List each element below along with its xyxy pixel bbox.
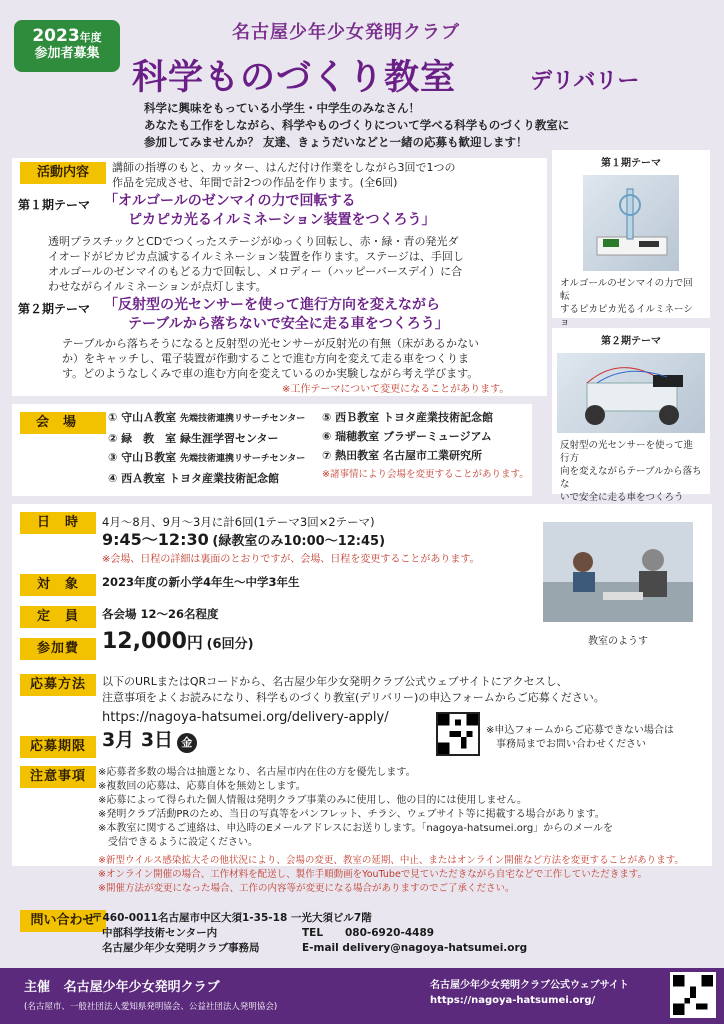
contact-org: 中部科学技術センター内 名古屋少年少女発明クラブ事務局 — [102, 927, 260, 954]
contact-details: TEL 080-6920-4489 E-mail delivery@nagoya-hatsumei.org — [302, 927, 528, 954]
host-line: 主催 名古屋少年少女発明クラブ — [24, 980, 220, 995]
theme1-title: 「オルゴールのゼンマイの力で回転する ピカピカ光るイルミネーション装置をつくろう」 — [104, 193, 436, 228]
page-subtitle: デリバリー — [530, 69, 640, 94]
theme1-desc: 透明プラスチックとCDでつくったステージがゆっくり回転し、赤・緑・青の発光ダ イオードがピカピカ点滅するイルミネーション装置を作ります。ステージは、手回し オルゴールのゼンマイのもどる力で回転し、メロディー（ハッピーバースデイ）に合 わせながらイルミネーションが点灯します。 — [48, 235, 464, 293]
apply-label: 応募方法 — [20, 674, 96, 696]
class-photo — [543, 522, 693, 622]
apply-qr-code[interactable] — [436, 712, 480, 756]
site-url[interactable]: https://nagoya-hatsumei.org/ — [430, 995, 596, 1006]
venue-list-left: ① 守山Ａ教室 先端技術連携リサーチセンター ② 緑 教 室 緑生涯学習センター ③ 守山Ｂ教室 先端技術連携リサーチセンター ④ 西Ａ教室 トヨタ産業技術記念館 — [108, 411, 306, 485]
capacity-label: 定 員 — [20, 606, 96, 628]
deadline-day-badge: 金 — [177, 733, 197, 753]
info-panel — [12, 504, 712, 894]
deadline-text: 3月 3日 金 — [102, 732, 197, 753]
apply-alt-note: ※申込フォームからご応募できない場合は 事務局までお問い合わせください — [486, 725, 674, 750]
theme2-photo-card: 第２期テーマ 反射型の光センサーを使って進行方 向を変えながらテーブルから落ちな いで安全に走る車をつくろう — [552, 328, 710, 494]
notes-list: ※応募者多数の場合は抽選となり、名古屋市内在住の方を優先します。 ※複数回の応募は、応募自体を無効とします。 ※応募によって得られた個人情報は発明クラブ事業のみに使用し、他の目的には使用しません。 ※発明クラブ活動PRのため、当日の写真等をパンフレット、チラシ、ウェブサイト等に掲載する場合があります。 ※本教室に関するご連絡は、申込時のEメールアドレスにお送りします。「nagoya-hatsumei.org」からのメールを 受信できるように設定ください。 ※新型ウイルス感染拡大その他状況により、会場の変更、教室の延期、中止、またはオンライン開催など方法を変更することがあります。 ※オンライン開催の場合、工作材料を配送し、製作手順動画をYouTubeで見ていただきながら自宅などで工作していただきます。 ※開催方法が変更になった場合、工作の内容等が変更になる場合がありますのでご了承ください。 — [98, 767, 684, 894]
page-title: 科学ものづくり教室 — [132, 58, 457, 98]
footer — [0, 968, 724, 1024]
time-text: 9:45〜12:30 (緑教室のみ10:00〜12:45) — [102, 530, 386, 549]
site-info: 名古屋少年少女発明クラブ公式ウェブサイト https://nagoya-hatsumei.org/ — [430, 980, 629, 1006]
club-name: 名古屋少年少女発明クラブ — [232, 22, 460, 43]
contact-address: 〒460-0011名古屋市中区大須1-35-18 一光大須ビル7階 — [92, 912, 372, 924]
activity-label: 活動内容 — [20, 162, 106, 184]
theme-note: ※工作テーマについて変更になることがあります。 — [282, 384, 510, 395]
recruit-badge: 2023年度 参加者募集 — [14, 20, 120, 72]
theme2-title: 「反射型の光センサーを使って進行方向を変えながら テーブルから落ちないで安全に走る車をつくろう」 — [104, 297, 449, 332]
date-label: 日 時 — [20, 512, 96, 534]
site-qr-code[interactable] — [670, 972, 716, 1018]
host-sub: (名古屋市、一般社団法人愛知県発明協会、公益社団法人発明協会) — [24, 1002, 278, 1012]
venue-list-right: ⑤ 西Ｂ教室 トヨタ産業技術記念館 ⑥ 瑞穂教室 ブラザーミュージアム ⑦ 熱田教室 名古屋市工業研究所 ※諸事情により会場を変更することがあります。 — [322, 411, 529, 480]
fee-label: 参加費 — [20, 638, 96, 660]
theme1-photo-card: 第１期テーマ オルゴールのゼンマイの力で回転 するピカピカ光るイルミネーショ — [552, 150, 710, 318]
venue-label: 会場 — [20, 412, 106, 434]
contact-panel — [12, 906, 712, 962]
deadline-label: 応募期限 — [20, 736, 96, 758]
theme2-label: 第２期テーマ — [18, 302, 91, 316]
apply-url-link[interactable]: https://nagoya-hatsumei.org/delivery-apply/ — [102, 710, 389, 725]
activity-desc: 講師の指導のもと、カッター、はんだ付け作業をしながら3回で1つの 作品を完成させ、年間で計2つの作品を作ります。(全6回) — [112, 161, 456, 189]
venue-panel — [12, 404, 532, 496]
notes-label: 注意事項 — [20, 766, 96, 788]
theme1-photo — [583, 175, 679, 271]
theme2-photo — [557, 353, 705, 433]
theme1-label: 第１期テーマ — [18, 198, 91, 212]
date-text: 4月〜8月、9月〜3月に計6回(1テーマ3回×2テーマ) — [102, 515, 375, 529]
class-photo-caption: 教室のようす — [588, 636, 648, 647]
intro-text: 科学に興味をもっている小学生・中学生のみなさん！ あなたも工作をしながら、科学やものづくりについて学べる科学ものづくり教室に 参加してみませんか？ 友達、きょうだいなどと一緒の応募も歓迎します！ — [144, 101, 570, 149]
target-text: 2023年度の新小学4年生〜中学3年生 — [102, 575, 300, 589]
contact-label: 問い合わせ — [20, 910, 106, 932]
theme2-desc: テーブルから落ちそうになると反射型の光センサーが反射光の有無（床があるかない か）をキャッチし、電子装置が作動することで進む方向を変えて走る車をつくりま す。どのようなしくみで車の進む方向を変えているのか実験しながら考え学びます。 — [62, 337, 480, 380]
fee-text: 12,000円 (6回分) — [102, 629, 254, 654]
theme2-caption: 反射型の光センサーを使って進行方 向を変えながらテーブルから落ちな いで安全に走る車をつくろう — [560, 440, 702, 503]
date-note: ※会場、日程の詳細は裏面のとおりですが、会場、日程を変更することがあります。 — [102, 554, 480, 565]
theme1-caption: オルゴールのゼンマイの力で回転 するピカピカ光るイルミネーショ — [560, 278, 693, 328]
target-label: 対 象 — [20, 574, 96, 596]
apply-text: 以下のURLまたはQRコードから、名古屋少年少女発明クラブ公式ウェブサイトにアクセスし、 注意事項をよくお読みになり、科学ものづくり教室(デリバリー)の申込フォームからご応募ください。 — [102, 675, 605, 704]
capacity-text: 各会場 12〜26名程度 — [102, 607, 219, 621]
contact-email[interactable]: delivery@nagoya-hatsumei.org — [342, 942, 528, 954]
class-photo-card — [536, 518, 700, 652]
activity-panel — [12, 158, 547, 396]
